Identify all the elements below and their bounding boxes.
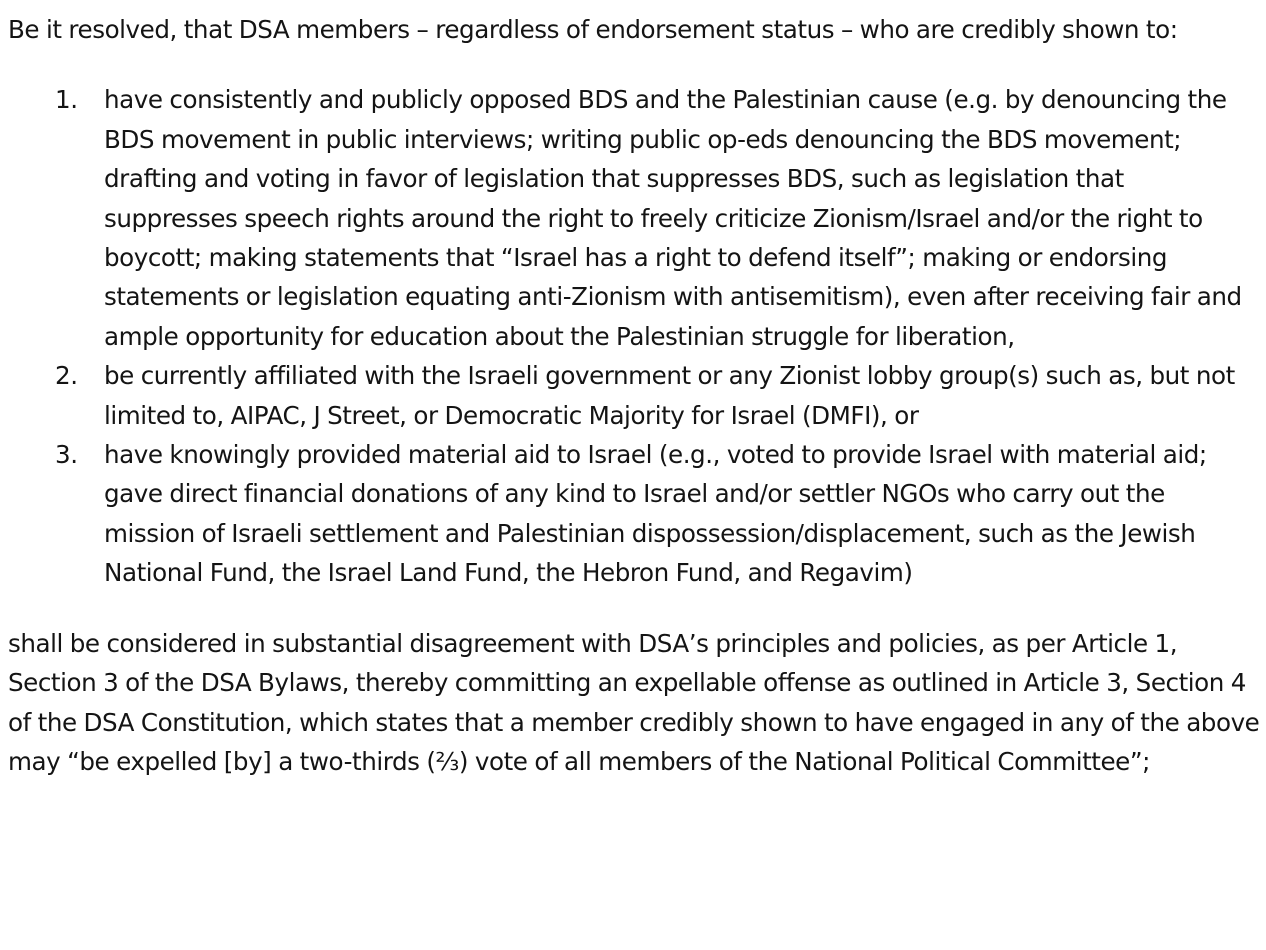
list-item [8, 356, 1260, 435]
list-item-text: be currently affiliated with the Israeli government or any Zionist lobby group(s) such as, but not limited to, AIPAC, J Street, or Democratic Majority for Israel (DMFI), or [104, 361, 1235, 430]
resolution-document [8, 10, 1260, 781]
conclusion-paragraph: shall be considered in substantial disagreement with DSA’s principles and policies, as per Article 1, Section 3 of the DSA Bylaws, thereby committing an expellable offense as outlined in Article 3, Section 4 of the DSA Constitution, which states that a member credibly shown to have engaged in any of the above may “be expelled [by] a two-thirds (⅔) vote of all members of the National Political Committee”; [8, 628, 1260, 776]
intro-paragraph: Be it resolved, that DSA members – regardless of endorsement status – who are credibly shown to: [8, 15, 1178, 44]
list-item-text: have consistently and publicly opposed BDS and the Palestinian cause (e.g. by denouncing the BDS movement in public interviews; writing public op-eds denouncing the BDS movement; drafting and voting in favor of legislation that suppresses BDS, such as legislation that suppresses speech rights around the right to freely criticize Zionism/Israel and/or the right to boycott; making statements that “Israel has a right to defend itself”; making or endorsing statements or legislation equating anti-Zionism with antisemitism), even after receiving fair and ample opportunity for education about the Palestinian struggle for liberation, [104, 85, 1242, 351]
list-item-text: have knowingly provided material aid to Israel (e.g., voted to provide Israel with material aid; gave direct financial donations of any kind to Israel and/or settler NGOs who carry out the mission of Israeli settlement and Palestinian dispossession/displacement, such as the Jewish National Fund, the Israel Land Fund, the Hebron Fund, and Regavim) [104, 440, 1207, 588]
criteria-list [8, 80, 1260, 592]
list-marker: 1. [55, 85, 78, 115]
list-item [8, 80, 1260, 356]
list-marker: 2. [55, 361, 78, 391]
list-marker: 3. [55, 440, 78, 470]
list-item [8, 435, 1260, 593]
